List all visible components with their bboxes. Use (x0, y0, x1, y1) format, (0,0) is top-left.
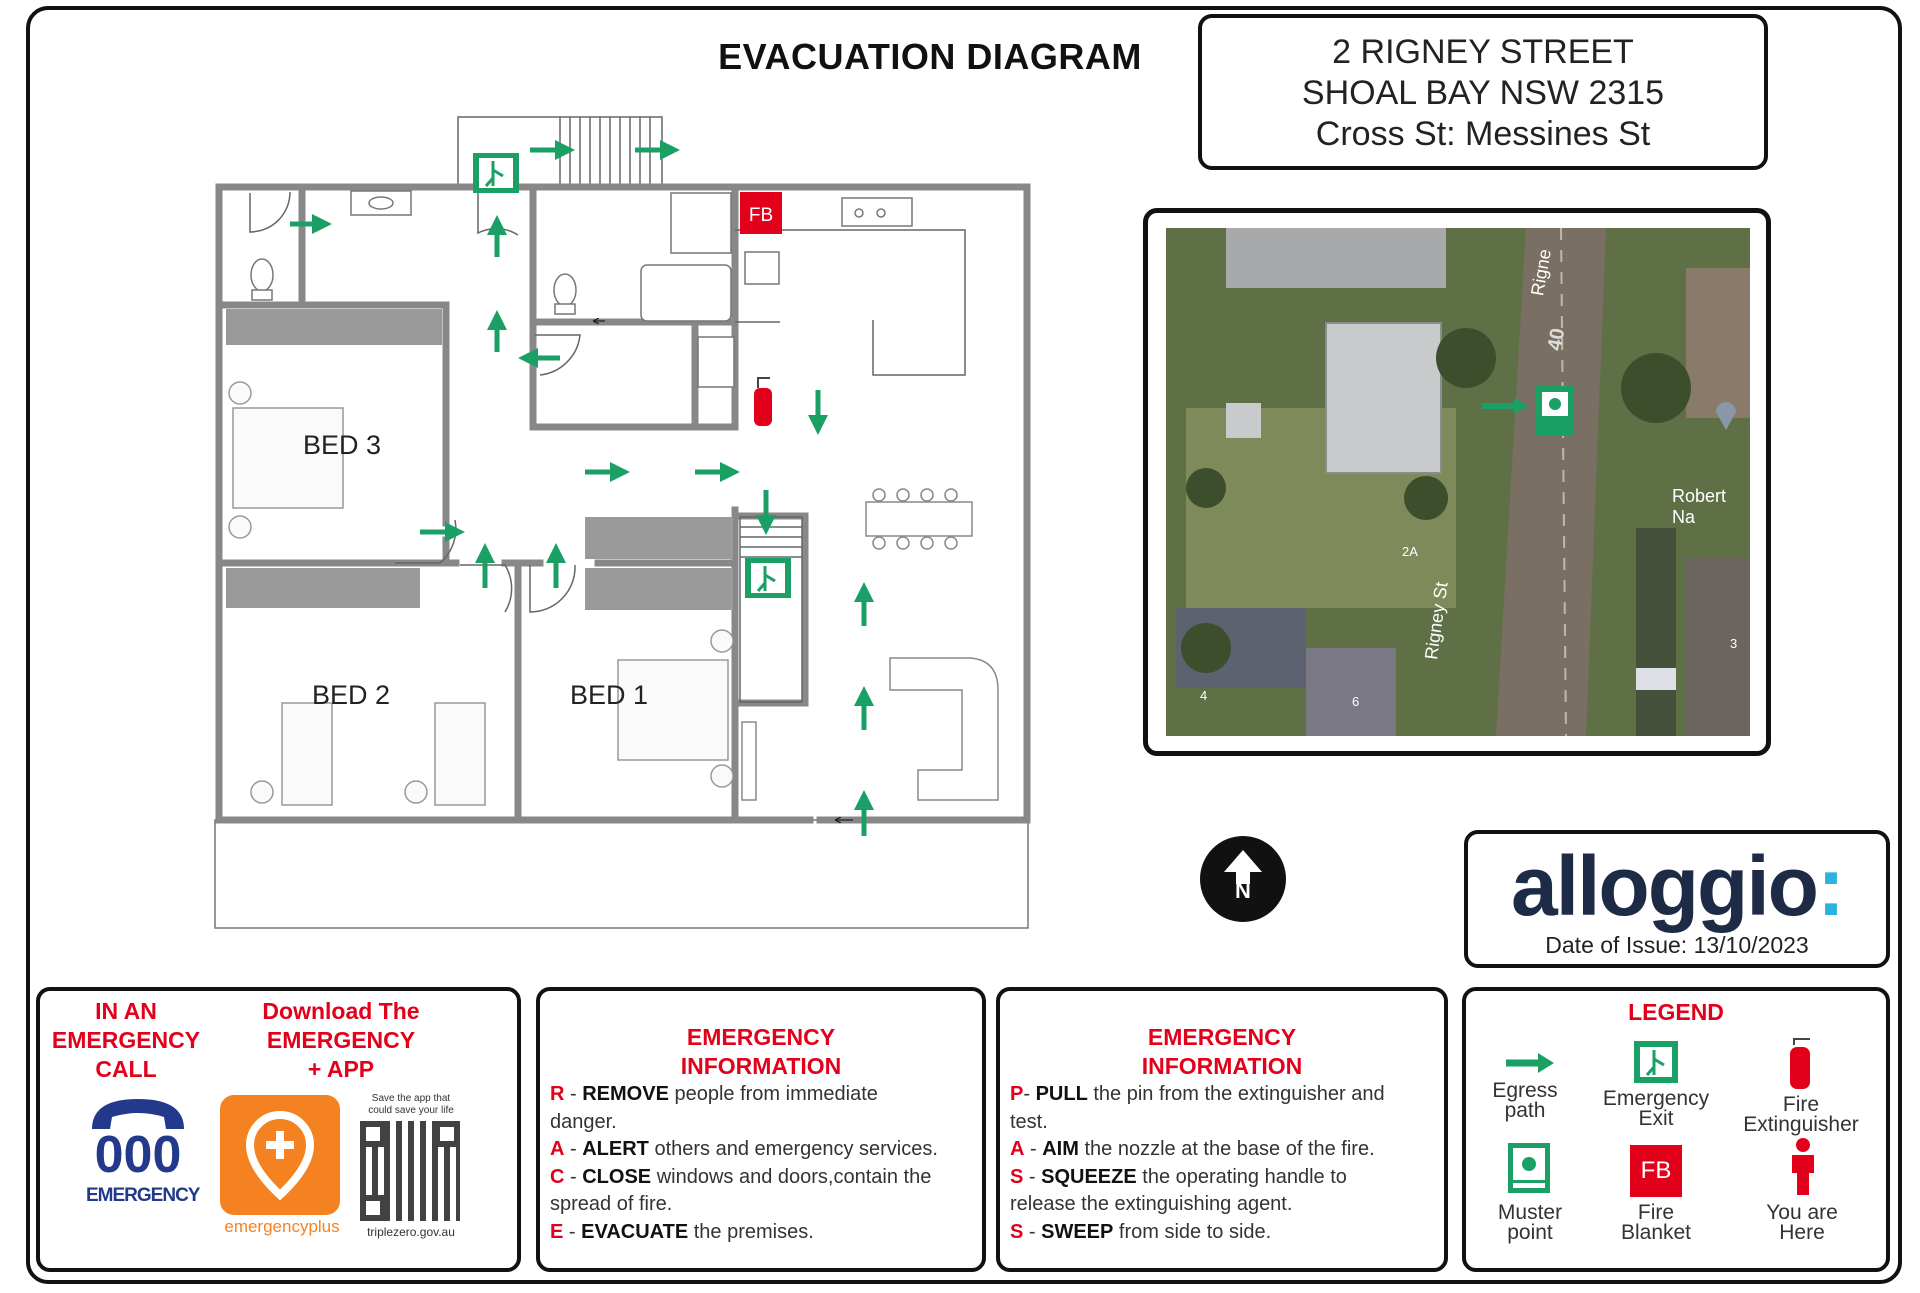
call-text (46, 997, 206, 1084)
brand-name: alloggio (1511, 839, 1817, 933)
legend-extinguisher-line-1: Fire (1782, 1093, 1820, 1116)
race-item-cont: spread of fire. (550, 1193, 673, 1215)
map-lot-label-3: 3 (1730, 636, 1738, 651)
legend-muster-line-2: point (1507, 1221, 1553, 1244)
call-text-line-3: CALL (95, 1056, 157, 1082)
pass-item: S - SQUEEZE the operating handle to (1010, 1165, 1347, 1188)
pass-item: A - AIM the nozzle at the base of the fire. (1010, 1138, 1375, 1160)
issue-date: Date of Issue: 13/10/2023 (1545, 932, 1809, 958)
triple-zero-caption: EMERGENCY (86, 1185, 200, 1206)
pass-info-panel (996, 987, 1448, 1272)
map-lot-label-4: 4 (1200, 688, 1208, 703)
north-label: N (1235, 878, 1251, 903)
floor-plan (0, 0, 1100, 950)
north-arrow (1200, 836, 1286, 922)
site-map (1166, 228, 1750, 736)
address-line-3: Cross St: Messines St (1315, 115, 1651, 153)
map-pin-plus-icon (220, 1095, 340, 1215)
pass-heading (1000, 1023, 1444, 1081)
race-item: C - CLOSE windows and doors,contain the (550, 1165, 932, 1188)
race-item: R - REMOVE people from immediate (550, 1083, 878, 1105)
pass-item: S - SWEEP from side to side. (1010, 1220, 1272, 1243)
call-text-line-2: EMERGENCY (51, 1027, 201, 1053)
brand-dots: : (1817, 839, 1843, 933)
brand-box (1464, 830, 1890, 968)
emergency-plus-name: emergencyplus (224, 1217, 340, 1236)
legend-exit-line-1: Emergency (1602, 1087, 1710, 1110)
address-line-2: SHOAL BAY NSW 2315 (1301, 74, 1665, 112)
download-text-line-3: + APP (307, 1056, 375, 1082)
pass-item-cont: test. (1010, 1110, 1048, 1133)
save-text-line-1: Save the app that (371, 1093, 451, 1104)
triple-zero-number: 000 (94, 1126, 182, 1184)
aerial-map-graphic (1166, 228, 1750, 736)
legend-egress-label (1480, 1081, 1570, 1121)
legend-egress-line-2: path (1504, 1099, 1546, 1122)
emergency-exit-icon-2 (745, 558, 791, 598)
legend-you-label (1752, 1203, 1852, 1243)
fire-blanket-label: FB (748, 205, 774, 226)
internal-stairs (740, 517, 802, 702)
race-item: A - ALERT others and emergency services. (550, 1138, 938, 1160)
fire-extinguisher-legend-icon (1784, 1035, 1818, 1091)
legend-blanket-line-1: Fire (1637, 1201, 1675, 1224)
legend-blanket-line-2: Blanket (1620, 1221, 1692, 1244)
emergency-exit-icon (473, 153, 519, 193)
save-app-text (346, 1093, 476, 1117)
balcony (215, 820, 1028, 928)
map-place-label: Robert Na (1672, 486, 1727, 527)
legend-exit-label (1586, 1089, 1726, 1129)
bathroom-fixtures (251, 191, 912, 387)
download-text-line-1: Download The (262, 998, 420, 1024)
map-lot-label-6: 6 (1352, 694, 1360, 709)
download-text-line-2: EMERGENCY (266, 1027, 416, 1053)
legend-muster-label (1480, 1203, 1580, 1243)
legend-egress-line-1: Egress (1492, 1079, 1558, 1102)
furniture (742, 489, 998, 800)
map-street-label-bottom: Rigney St (1421, 580, 1452, 661)
map-speed-marking: 40 (1543, 326, 1570, 353)
room-label-bed-2: BED 2 (312, 680, 391, 710)
page-title: EVACUATION DIAGRAM (718, 36, 1142, 77)
pass-list (1010, 1081, 1445, 1246)
muster-point-legend-icon (1508, 1143, 1550, 1193)
emergency-exit-legend-icon (1634, 1041, 1678, 1083)
map-street-label-top: Rigne (1527, 247, 1555, 298)
race-heading-line-2: INFORMATION (680, 1053, 842, 1079)
pass-heading-line-1: EMERGENCY (1147, 1024, 1297, 1050)
legend-you-line-1: You are (1766, 1201, 1838, 1224)
download-text (226, 997, 456, 1084)
brand-logo (1468, 838, 1886, 935)
race-list (550, 1081, 985, 1246)
race-item: E - EVACUATE the premises. (550, 1220, 814, 1243)
emergency-call-panel (36, 987, 521, 1272)
legend-blanket-label (1606, 1203, 1706, 1243)
legend-panel (1462, 987, 1890, 1272)
pass-heading-line-2: INFORMATION (1141, 1053, 1303, 1079)
fire-blanket-legend-icon: FB (1630, 1145, 1682, 1197)
legend-extinguisher-label (1736, 1095, 1866, 1135)
pass-item: P- PULL the pin from the extinguisher and (1010, 1083, 1385, 1105)
emergency-plus-app-icon (220, 1095, 340, 1215)
room-label-bed-1: BED 1 (570, 680, 649, 710)
pass-item-cont: release the extinguishing agent. (1010, 1193, 1293, 1215)
legend-muster-line-1: Muster (1497, 1201, 1563, 1224)
map-lot-label-2a: 2A (1402, 544, 1418, 559)
fire-extinguisher-icon (754, 378, 772, 426)
legend-you-line-2: Here (1779, 1221, 1825, 1244)
egress-arrow-icon (1504, 1051, 1556, 1075)
you-are-here-legend-icon (1788, 1137, 1818, 1197)
triple-zero-logo (86, 1091, 200, 1231)
room-label-bed-3: BED 3 (303, 430, 382, 460)
race-item-cont: danger. (550, 1110, 617, 1133)
qr-code (360, 1121, 460, 1221)
legend-title: LEGEND (1628, 999, 1724, 1025)
save-text-line-2: could save your life (368, 1105, 454, 1116)
race-heading (540, 1023, 982, 1081)
race-info-panel (536, 987, 986, 1272)
call-text-line-1: IN AN (95, 998, 157, 1024)
address-box (1198, 14, 1768, 170)
legend-exit-line-2: Exit (1638, 1107, 1674, 1130)
race-heading-line-1: EMERGENCY (686, 1024, 836, 1050)
website-text: triplezero.gov.au (367, 1225, 455, 1239)
address-line-1: 2 RIGNEY STREET (1332, 33, 1634, 71)
legend-extinguisher-line-2: Extinguisher (1743, 1113, 1859, 1136)
